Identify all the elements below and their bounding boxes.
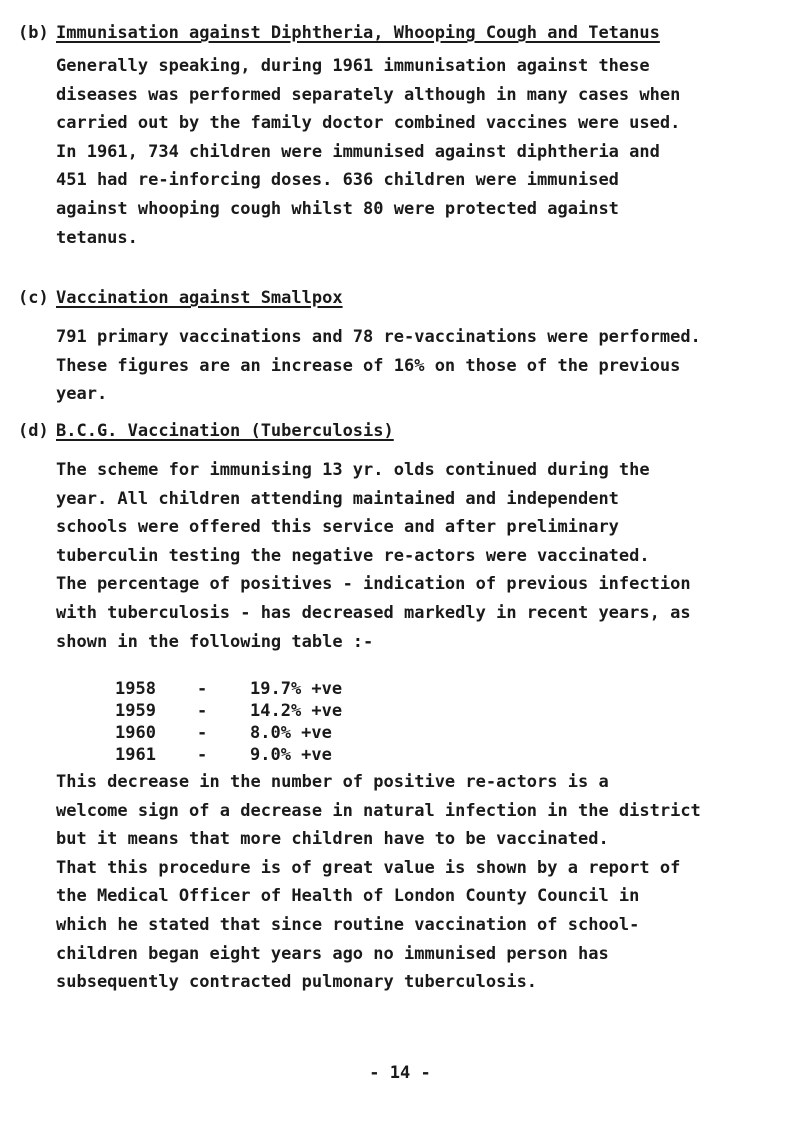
section-smallpox [18,285,778,409]
table-dash: - [197,723,208,743]
table-value: 19.7% +ve [250,679,343,699]
section-body: 791 primary vaccinations and 78 re-vaccinations were performed. These figures are an increase of 16% on those of the previous year. [56,327,701,405]
section-immunisation [18,20,778,252]
section-letter: (d) [18,421,49,441]
section-heading [18,285,778,311]
table-value: 9.0% +ve [250,745,332,765]
section-letter: (c) [18,288,49,308]
table-year: 1961 [115,745,156,765]
section-heading [18,20,778,46]
table-year: 1959 [115,701,156,721]
section-body: Generally speaking, during 1961 immunisation against these diseases was performed separately although in many cases when carried out by the family doctor combined vaccines were used. In 1961, 734 children were immunised against diphtheria and 451 had re-inforcing doses. 636 children were immunised against whooping cough whilst 80 were protected against tetanus. [56,56,681,248]
closing-section [18,768,778,997]
table-value: 14.2% +ve [250,701,343,721]
section-body: The scheme for immunising 13 yr. olds continued during the year. All children attending maintained and independent schools were offered this service and after preliminary tuberculin testing the negative re-actors were vaccinated. The percentage of positives - indication of previous infection with tuberculosis - has decreased markedly in recent years, as shown in the following table :- [56,460,691,652]
section-heading [18,418,778,444]
section-title: Vaccination against Smallpox [56,288,343,308]
tuberculin-table [115,678,375,766]
table-dash: - [197,701,208,721]
table-row [115,744,375,766]
section-bcg [18,418,778,656]
table-row [115,700,375,722]
section-title: B.C.G. Vaccination (Tuberculosis) [56,421,394,441]
section-title: Immunisation against Diphtheria, Whooping Cough and Tetanus [56,23,660,43]
table-dash: - [197,679,208,699]
table-value: 8.0% +ve [250,723,332,743]
table-row [115,722,375,744]
table-dash: - [197,745,208,765]
table-year: 1960 [115,723,156,743]
page-number: - 14 - [369,1063,431,1083]
section-letter: (b) [18,23,49,43]
table-year: 1958 [115,679,156,699]
closing-paragraph: This decrease in the number of positive re-actors is a welcome sign of a decrease in natural infection in the district but it means that more children have to be vaccinated. That this procedure is of great value is shown by a report of the Medical Officer of Health of London County Council in which he stated that since routine vaccination of school- children began eight years ago no immunised person has subsequently contracted pulmonary tuberculosis. [56,772,701,993]
table-row [115,678,375,700]
